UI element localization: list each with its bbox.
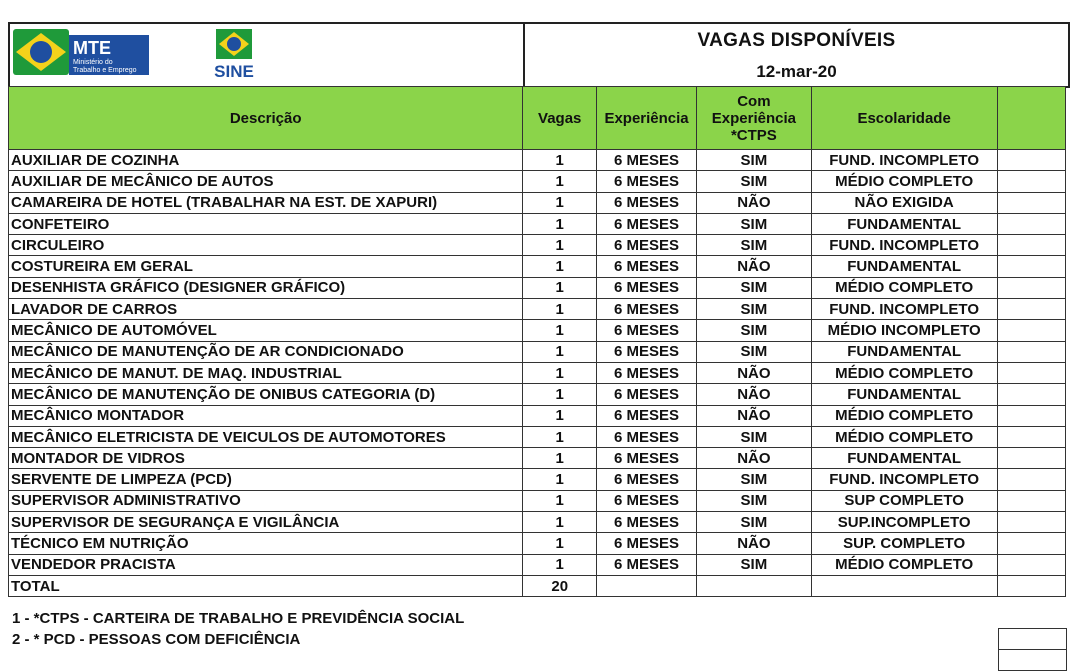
cell-descricao: VENDEDOR PRACISTA xyxy=(9,554,523,575)
cell-escolaridade: FUNDAMENTAL xyxy=(811,384,997,405)
cell-experiencia: 6 MESES xyxy=(597,171,697,192)
cell-blank xyxy=(997,213,1065,234)
cell-blank xyxy=(997,277,1065,298)
cell-escolaridade: FUNDAMENTAL xyxy=(811,213,997,234)
cell-vagas: 1 xyxy=(523,469,597,490)
cell-vagas: 1 xyxy=(523,384,597,405)
cell-blank xyxy=(997,150,1065,171)
cell-escolaridade: MÉDIO INCOMPLETO xyxy=(811,320,997,341)
cell-vagas: 1 xyxy=(523,192,597,213)
cell-experiencia: 6 MESES xyxy=(597,426,697,447)
cell-escolaridade: FUND. INCOMPLETO xyxy=(811,299,997,320)
cell-experiencia: 6 MESES xyxy=(597,341,697,362)
table-row xyxy=(9,448,1066,469)
total-empty-experiencia xyxy=(597,575,697,596)
cell-descricao: MECÂNICO DE MANUT. DE MAQ. INDUSTRIAL xyxy=(9,362,523,383)
table-row xyxy=(9,554,1066,575)
footnote-side-boxes xyxy=(998,628,1067,671)
table-row xyxy=(9,469,1066,490)
cell-descricao: AUXILIAR DE MECÂNICO DE AUTOS xyxy=(9,171,523,192)
table-row xyxy=(9,362,1066,383)
table-row xyxy=(9,512,1066,533)
total-empty-escolaridade xyxy=(811,575,997,596)
cell-escolaridade: SUP COMPLETO xyxy=(811,490,997,511)
cell-vagas: 1 xyxy=(523,405,597,426)
cell-ctps: NÃO xyxy=(697,362,812,383)
cell-blank xyxy=(997,384,1065,405)
cell-ctps: SIM xyxy=(697,299,812,320)
vacancy-table xyxy=(8,86,1066,597)
cell-blank xyxy=(997,299,1065,320)
cell-descricao: CIRCULEIRO xyxy=(9,235,523,256)
cell-ctps: SIM xyxy=(697,171,812,192)
sine-logo xyxy=(206,27,262,83)
table-row xyxy=(9,171,1066,192)
footnote-side-box xyxy=(998,628,1067,650)
table-row xyxy=(9,533,1066,554)
cell-descricao: LAVADOR DE CARROS xyxy=(9,299,523,320)
cell-escolaridade: MÉDIO COMPLETO xyxy=(811,362,997,383)
cell-escolaridade: MÉDIO COMPLETO xyxy=(811,171,997,192)
cell-escolaridade: FUND. INCOMPLETO xyxy=(811,469,997,490)
cell-vagas: 1 xyxy=(523,256,597,277)
job-sheet xyxy=(8,22,1066,648)
table-row xyxy=(9,299,1066,320)
cell-experiencia: 6 MESES xyxy=(597,512,697,533)
cell-blank xyxy=(997,341,1065,362)
cell-ctps: SIM xyxy=(697,554,812,575)
table-row xyxy=(9,192,1066,213)
footnote-side-box xyxy=(998,650,1067,671)
total-row xyxy=(9,575,1066,596)
cell-descricao: SUPERVISOR DE SEGURANÇA E VIGILÂNCIA xyxy=(9,512,523,533)
cell-descricao: MECÂNICO MONTADOR xyxy=(9,405,523,426)
cell-blank xyxy=(997,554,1065,575)
table-row xyxy=(9,384,1066,405)
cell-vagas: 1 xyxy=(523,554,597,575)
sheet-header xyxy=(8,22,1066,85)
cell-blank xyxy=(997,490,1065,511)
cell-experiencia: 6 MESES xyxy=(597,192,697,213)
cell-escolaridade: FUNDAMENTAL xyxy=(811,448,997,469)
cell-ctps: SIM xyxy=(697,150,812,171)
cell-blank xyxy=(997,512,1065,533)
mte-logo-sub2: Trabalho e Emprego xyxy=(73,67,137,74)
cell-ctps: NÃO xyxy=(697,192,812,213)
cell-blank xyxy=(997,405,1065,426)
cell-vagas: 1 xyxy=(523,426,597,447)
page-title: VAGAS DISPONÍVEIS xyxy=(697,30,896,51)
cell-ctps: NÃO xyxy=(697,384,812,405)
cell-ctps: SIM xyxy=(697,341,812,362)
cell-blank xyxy=(997,362,1065,383)
cell-vagas: 1 xyxy=(523,299,597,320)
cell-vagas: 1 xyxy=(523,362,597,383)
cell-descricao: DESENHISTA GRÁFICO (DESIGNER GRÁFICO) xyxy=(9,277,523,298)
cell-experiencia: 6 MESES xyxy=(597,362,697,383)
col-header-ctps-line2: Experiência xyxy=(711,109,796,127)
cell-vagas: 1 xyxy=(523,277,597,298)
cell-experiencia: 6 MESES xyxy=(597,150,697,171)
cell-blank xyxy=(997,426,1065,447)
total-label: TOTAL xyxy=(9,575,523,596)
col-header-blank xyxy=(997,87,1065,150)
cell-ctps: SIM xyxy=(697,512,812,533)
cell-escolaridade: NÃO EXIGIDA xyxy=(811,192,997,213)
table-row xyxy=(9,490,1066,511)
cell-escolaridade: MÉDIO COMPLETO xyxy=(811,554,997,575)
cell-descricao: TÉCNICO EM NUTRIÇÃO xyxy=(9,533,523,554)
cell-ctps: SIM xyxy=(697,490,812,511)
cell-vagas: 1 xyxy=(523,235,597,256)
cell-experiencia: 6 MESES xyxy=(597,554,697,575)
col-header-ctps xyxy=(697,87,812,150)
cell-blank xyxy=(997,235,1065,256)
cell-descricao: MECÂNICO DE MANUTENÇÃO DE AR CONDICIONADO xyxy=(9,341,523,362)
cell-escolaridade: SUP. COMPLETO xyxy=(811,533,997,554)
cell-descricao: CONFETEIRO xyxy=(9,213,523,234)
cell-blank xyxy=(997,192,1065,213)
table-body xyxy=(9,150,1066,576)
cell-descricao: SUPERVISOR ADMINISTRATIVO xyxy=(9,490,523,511)
cell-vagas: 1 xyxy=(523,171,597,192)
cell-experiencia: 6 MESES xyxy=(597,256,697,277)
cell-ctps: SIM xyxy=(697,235,812,256)
cell-experiencia: 6 MESES xyxy=(597,405,697,426)
cell-experiencia: 6 MESES xyxy=(597,213,697,234)
cell-descricao: MECÂNICO DE MANUTENÇÃO DE ONIBUS CATEGORIA (D) xyxy=(9,384,523,405)
mte-flag-globe xyxy=(30,41,52,63)
table-row xyxy=(9,341,1066,362)
cell-escolaridade: MÉDIO COMPLETO xyxy=(811,426,997,447)
cell-vagas: 1 xyxy=(523,150,597,171)
cell-vagas: 1 xyxy=(523,490,597,511)
cell-experiencia: 6 MESES xyxy=(597,235,697,256)
col-header-descricao: Descrição xyxy=(9,87,523,150)
cell-experiencia: 6 MESES xyxy=(597,299,697,320)
mte-logo-text: MTE xyxy=(73,38,111,58)
cell-descricao: MECÂNICO DE AUTOMÓVEL xyxy=(9,320,523,341)
cell-experiencia: 6 MESES xyxy=(597,384,697,405)
cell-vagas: 1 xyxy=(523,213,597,234)
cell-ctps: NÃO xyxy=(697,448,812,469)
total-empty-ctps xyxy=(697,575,812,596)
table-row xyxy=(9,235,1066,256)
cell-vagas: 1 xyxy=(523,448,597,469)
sine-logo-text: SINE xyxy=(214,62,254,81)
table-row xyxy=(9,426,1066,447)
cell-blank xyxy=(997,469,1065,490)
page-date: 12-mar-20 xyxy=(756,62,837,81)
cell-descricao: MONTADOR DE VIDROS xyxy=(9,448,523,469)
cell-vagas: 1 xyxy=(523,341,597,362)
table-row xyxy=(9,405,1066,426)
table-row xyxy=(9,256,1066,277)
col-header-ctps-line3: *CTPS xyxy=(730,126,777,144)
cell-experiencia: 6 MESES xyxy=(597,533,697,554)
col-header-vagas: Vagas xyxy=(523,87,597,150)
total-empty-blank xyxy=(997,575,1065,596)
cell-escolaridade: MÉDIO COMPLETO xyxy=(811,405,997,426)
cell-escolaridade: SUP.INCOMPLETO xyxy=(811,512,997,533)
cell-experiencia: 6 MESES xyxy=(597,320,697,341)
cell-blank xyxy=(997,533,1065,554)
mte-logo xyxy=(13,27,149,77)
mte-logo-sub1: Ministério do xyxy=(73,59,113,66)
footnote-pcd: 2 - * PCD - PESSOAS COM DEFICIÊNCIA xyxy=(12,631,301,648)
sine-flag-globe xyxy=(227,37,241,51)
table-row xyxy=(9,150,1066,171)
title-box xyxy=(523,22,1070,88)
cell-blank xyxy=(997,320,1065,341)
cell-experiencia: 6 MESES xyxy=(597,448,697,469)
footnote-ctps: 1 - *CTPS - CARTEIRA DE TRABALHO E PREVIDÊNCIA SOCIAL xyxy=(12,610,465,627)
cell-ctps: SIM xyxy=(697,213,812,234)
cell-ctps: NÃO xyxy=(697,405,812,426)
col-header-experiencia: Experiência xyxy=(597,87,697,150)
cell-blank xyxy=(997,256,1065,277)
cell-blank xyxy=(997,171,1065,192)
cell-ctps: SIM xyxy=(697,277,812,298)
cell-escolaridade: FUND. INCOMPLETO xyxy=(811,235,997,256)
cell-escolaridade: MÉDIO COMPLETO xyxy=(811,277,997,298)
cell-descricao: COSTUREIRA EM GERAL xyxy=(9,256,523,277)
table-header-row xyxy=(9,87,1066,150)
cell-escolaridade: FUNDAMENTAL xyxy=(811,256,997,277)
cell-ctps: SIM xyxy=(697,469,812,490)
cell-ctps: NÃO xyxy=(697,256,812,277)
cell-escolaridade: FUND. INCOMPLETO xyxy=(811,150,997,171)
cell-descricao: AUXILIAR DE COZINHA xyxy=(9,150,523,171)
cell-vagas: 1 xyxy=(523,320,597,341)
cell-blank xyxy=(997,448,1065,469)
col-header-escolaridade: Escolaridade xyxy=(811,87,997,150)
cell-ctps: SIM xyxy=(697,320,812,341)
total-vagas: 20 xyxy=(523,575,597,596)
table-row xyxy=(9,213,1066,234)
cell-descricao: SERVENTE DE LIMPEZA (PCD) xyxy=(9,469,523,490)
cell-experiencia: 6 MESES xyxy=(597,277,697,298)
cell-experiencia: 6 MESES xyxy=(597,490,697,511)
table-row xyxy=(9,277,1066,298)
logo-area xyxy=(8,22,525,88)
cell-descricao: CAMAREIRA DE HOTEL (TRABALHAR NA EST. DE XAPURI) xyxy=(9,192,523,213)
cell-descricao: MECÂNICO ELETRICISTA DE VEICULOS DE AUTOMOTORES xyxy=(9,426,523,447)
cell-ctps: SIM xyxy=(697,426,812,447)
table-row xyxy=(9,320,1066,341)
cell-ctps: NÃO xyxy=(697,533,812,554)
cell-vagas: 1 xyxy=(523,533,597,554)
cell-experiencia: 6 MESES xyxy=(597,469,697,490)
cell-vagas: 1 xyxy=(523,512,597,533)
col-header-ctps-line1: Com xyxy=(737,92,771,110)
cell-escolaridade: FUNDAMENTAL xyxy=(811,341,997,362)
